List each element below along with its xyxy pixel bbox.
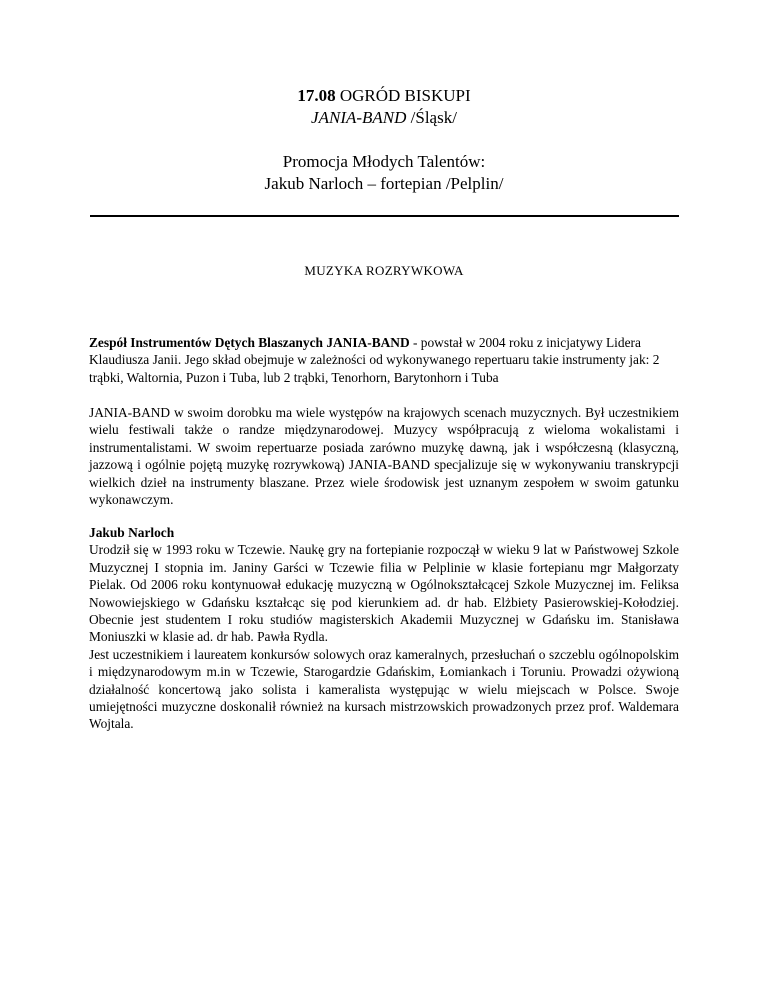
ensemble-description-text: JANIA-BAND w swoim dorobku ma wiele występów na krajowych scenach muzycznych. Był uczestnikiem wielu festiwali także o randze międzynarodowej. Muzycy współpracują z wieloma wokalistami i instrumentalistami. W swoim repertuarze posiada zarówno muzykę dawną, jak i współczesną (klasyczną, jazzową i ogólnie pojętą muzykę rozrywkową) JANIA-BAND specjalizuje się w wykonywaniu transkrypcji wielkich dzieł na instrumenty blaszane. Przez wiele środowisk jest uznanym zespołem w swoim gatunku wykonawczym. — [89, 405, 679, 508]
soloist-achievements: Jest uczestnikiem i laureatem konkursów solowych oraz kameralnych, przesłuchań o szczeblu ogólnopolskim i międzynarodowym m.in w Tczewie, Starogardzie Gdańskim, Łomiankach i Toruniu. Prowadzi ożywioną działalność koncertową jako solista i kameralista występując w wielu miejscach w Polsce. Swoje umiejętności muzyczne doskonalił również na kursach mistrzowskich prowadzonych przez prof. Waldemara Wojtala. — [89, 646, 679, 732]
promo-heading: Promocja Młodych Talentów: — [282, 152, 486, 171]
event-header — [0, 85, 768, 129]
horizontal-divider — [90, 215, 679, 217]
promo-performer: Jakub Narloch – fortepian /Pelplin/ — [264, 174, 504, 193]
band-name: JANIA-BAND — [311, 108, 407, 127]
soloist-section — [89, 524, 679, 733]
soloist-name: Jakub Narloch — [89, 525, 175, 540]
event-venue: OGRÓD BISKUPI — [335, 86, 471, 105]
soloist-bio: Urodził się w 1993 roku w Tczewie. Naukę gry na fortepianie rozpoczął w wieku 9 lat w Państwowej Szkole Muzycznej I stopnia im. Janiny Garści w Tczewie filia w Pelplinie w klasie fortepianu mgr Małgorzaty Pielak. Od 2006 roku kontynuował edukację muzyczną w Ogólnokształcącej Szkole Muzycznej im. Feliksa Nowowiejskiego w Gdańsku kształcąc się pod kierunkiem ad. dr hab. Elżbiety Pasierowskiej-Kołodziej. Obecnie jest studentem I roku studiów magisterskich Akademii Muzycznej w Gdańsku im. Stanisława Moniuszki w klasie ad. dr hab. Pawła Rydla. — [89, 542, 679, 645]
event-band-line — [0, 107, 768, 129]
ensemble-description-paragraph — [89, 404, 679, 508]
promo-section — [0, 151, 768, 195]
ensemble-intro-paragraph — [89, 334, 679, 386]
ensemble-name: Zespół Instrumentów Dętych Blaszanych JANIA-BAND — [89, 335, 410, 350]
section-title: MUZYKA ROZRYWKOWA — [304, 263, 464, 278]
band-region: /Śląsk/ — [406, 108, 457, 127]
ensemble-intro-text: - powstał w 2004 roku z inicjatywy Lidera Klaudiusza Janii. Jego skład obejmuje w zależności od wykonywanego repertuaru takie instrumenty jak: 2 trąbki, Waltornia, Puzon i Tuba, lub 2 trąbki, Tenorhorn, Barytonhorn i Tuba — [89, 335, 660, 385]
event-date: 17.08 — [297, 86, 336, 105]
event-date-venue-line — [0, 85, 768, 107]
